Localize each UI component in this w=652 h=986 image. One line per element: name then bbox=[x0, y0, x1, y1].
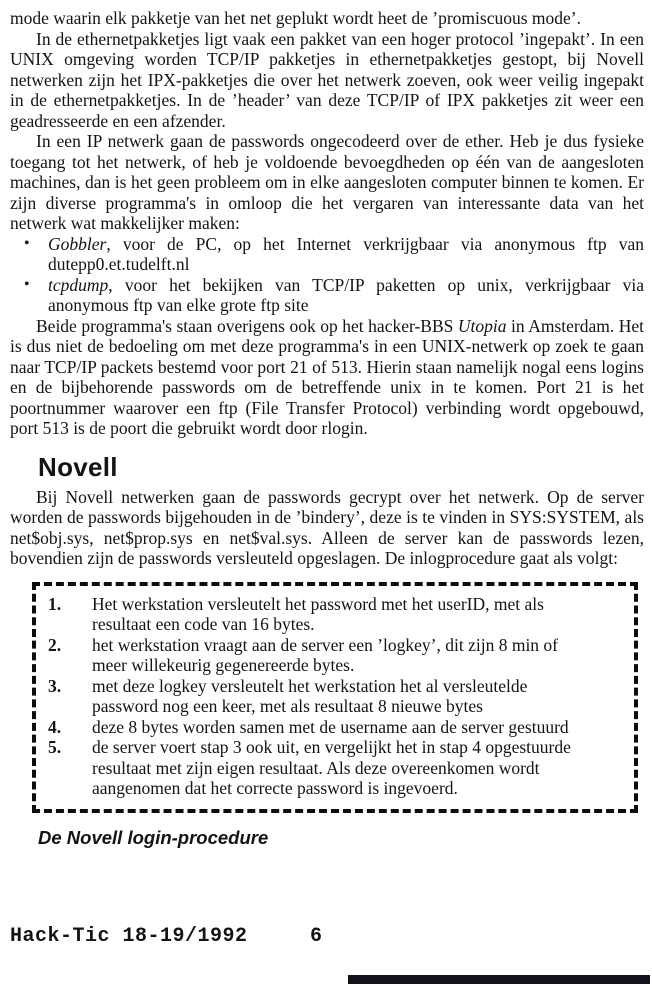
bullet-icon: • bbox=[24, 275, 30, 293]
paragraph-ip-passwords: In een IP netwerk gaan de passwords ongecodeerd over de ether. Heb je dus fysieke toegang tot het netwerk, of heb je voldoende bevoegdheden op één van de aangesloten machines, dan is het geen probleem om in elke aangesloten computer binnen te komen. Er zijn diverse programma's in omloop die het vergaren van interessante data van het netwerk wat makkelijker maken: bbox=[10, 131, 644, 233]
login-procedure-box bbox=[32, 582, 638, 813]
bullet-icon: • bbox=[24, 234, 30, 252]
program-list bbox=[10, 234, 644, 316]
step-text: met deze logkey versleutelt het werkstation het al versleutelde password nog een keer, met als resultaat 8 nieuwe bytes bbox=[92, 675, 528, 716]
scan-artifact-bar bbox=[348, 975, 650, 984]
procedure-step-list bbox=[36, 594, 634, 799]
step-number: 2. bbox=[48, 634, 62, 655]
step-number: 1. bbox=[48, 593, 62, 614]
program-description: , voor het bekijken van TCP/IP paketten op unix, verkrijgbaar via anonymous ftp van elke grote ftp site bbox=[48, 274, 644, 315]
section-heading-novell: Novell bbox=[38, 451, 118, 482]
program-name: Gobbler bbox=[48, 233, 107, 254]
step-number: 4. bbox=[48, 716, 62, 737]
paragraph-beide-programmas bbox=[10, 316, 644, 439]
program-description: , voor de PC, op het Internet verkrijgbaar via anonymous ftp van dutepp0.et.tudelft.nl bbox=[48, 233, 644, 274]
procedure-step bbox=[36, 676, 582, 717]
procedure-step bbox=[36, 594, 582, 635]
paragraph-segment: Beide programma's staan overigens ook op het hacker-BBS bbox=[36, 315, 458, 336]
step-text: deze 8 bytes worden samen met de username aan de server gestuurd bbox=[92, 716, 569, 737]
figure-caption: De Novell login-procedure bbox=[38, 826, 269, 848]
program-item-tcpdump bbox=[10, 275, 644, 316]
program-item-gobbler bbox=[10, 234, 644, 275]
page-footer bbox=[10, 925, 642, 948]
step-text: het werkstation vraagt aan de server een ’logkey’, dit zijn 8 min of meer willekeurig gegenereerde bytes. bbox=[92, 634, 559, 675]
step-number: 3. bbox=[48, 675, 62, 696]
journal-title: Hack-Tic 18-19/1992 bbox=[10, 925, 248, 948]
paragraph-segment: in Amsterdam. Het is dus niet de bedoeling om met deze programma's in een UNIX-netwerk op zoek te gaan naar TCP/IP packets bestemd voor port 21 of 513. Hierin staan namelijk nogal eens logins en de bijbehorende passwords om de betreffende unix in te komen. Port 21 is het poortnummer waarover een ftp (File Transfer Protocol) verbinding wordt opgebouwd, port 513 is de poort die gebruikt wordt door rlogin. bbox=[10, 315, 644, 438]
page-number: 6 bbox=[310, 925, 323, 948]
paragraph-promiscuous: mode waarin elk pakketje van het net geplukt wordt heet de ’promiscuous mode’. bbox=[10, 8, 582, 28]
procedure-step bbox=[36, 737, 582, 799]
step-number: 5. bbox=[48, 737, 62, 757]
paragraph-novell-bindery: Bij Novell netwerken gaan de passwords gecrypt over het netwerk. Op de server worden de passwords bijgehouden in de ’bindery’, deze is te vinden in SYS:SYSTEM, als net$obj.sys, net$prop.sys en net$val.sys. Alleen de server kan de passwords lezen, bovendien zijn de passwords versleuteld opgeslagen. De inlogprocedure gaat als volgt: bbox=[10, 486, 644, 568]
step-text: de server voert stap 3 ook uit, en vergelijkt het in stap 4 opgestuurde resultaat met zijn eigen resultaat. Als deze overeenkomen wordt aangenomen dat het correcte password is ingevoerd. bbox=[92, 737, 571, 798]
step-text: Het werkstation versleutelt het password met het userID, met als resultaat een code van 16 bytes. bbox=[92, 593, 544, 634]
program-name: tcpdump bbox=[48, 274, 109, 295]
bbs-name: Utopia bbox=[457, 315, 507, 336]
paragraph-ethernet: In de ethernetpakketjes ligt vaak een pakket van een hoger protocol ’ingepakt’. In een UNIX omgeving worden TCP/IP pakketjes in ethernetpakketjes gestopt, bij Novell netwerken zijn het IPX-pakketjes die over het netwerk zoeven, ook weer veilig ingepakt in de ethernetpakketjes. In de ’header’ van deze TCP/IP of IPX pakketjes zit weer een geadresseerde en een afzender. bbox=[10, 28, 644, 131]
procedure-step bbox=[36, 635, 582, 676]
procedure-step bbox=[36, 717, 582, 738]
